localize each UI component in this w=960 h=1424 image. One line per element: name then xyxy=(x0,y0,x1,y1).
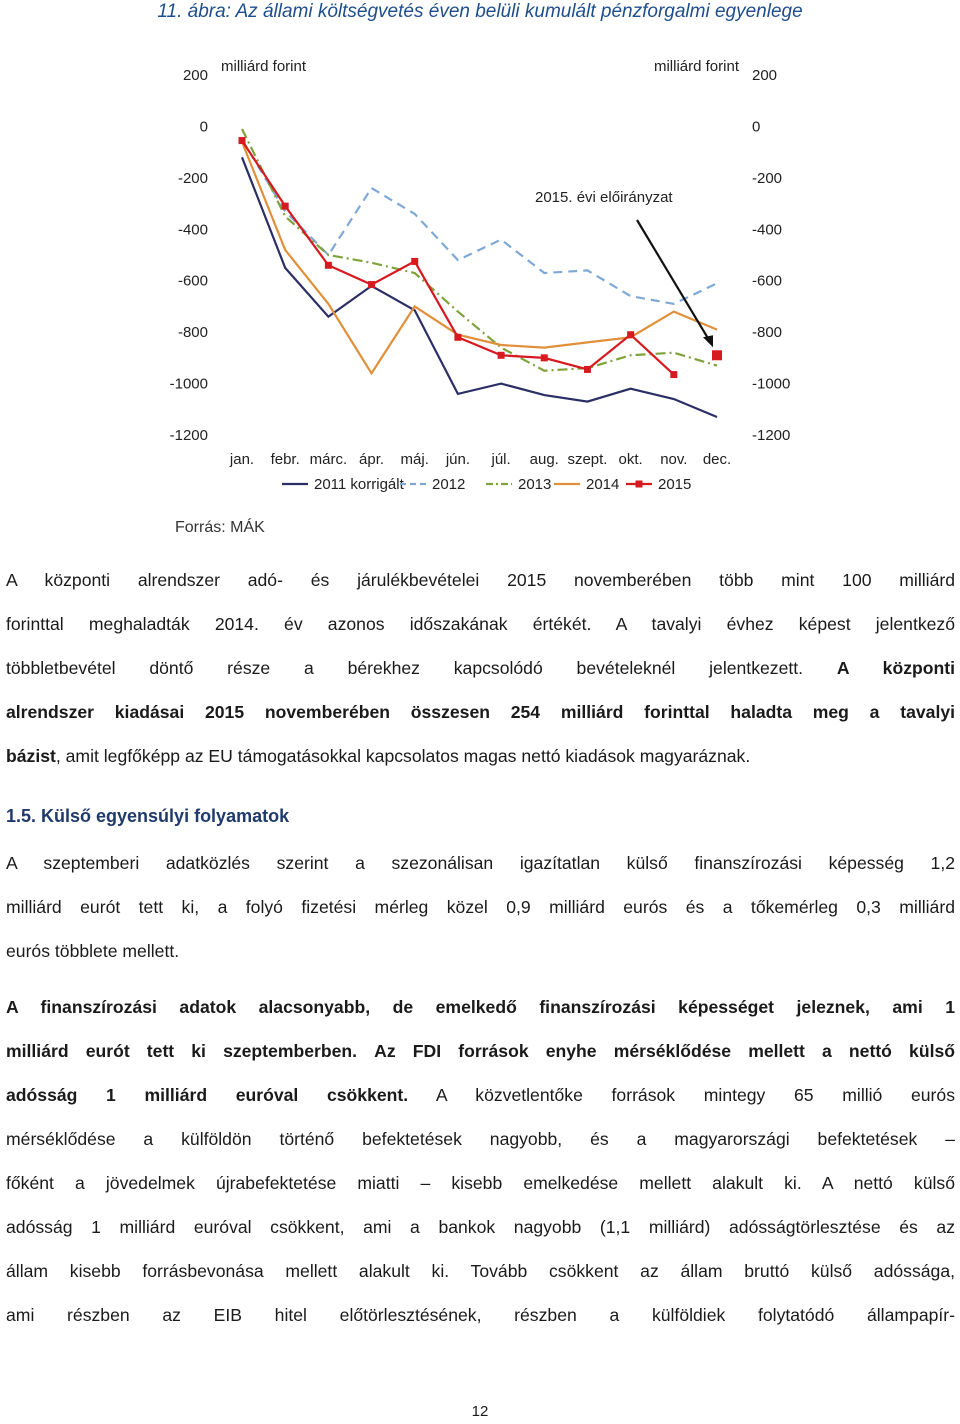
bold-text-line: A finanszírozási adatok alacsonyabb, de emelkedő finanszírozási képességet jeleznek, ami 1 xyxy=(6,997,955,1017)
y-tick-right: -200 xyxy=(752,169,783,187)
x-tick-label: jan. xyxy=(229,451,255,468)
paragraph-external-balance xyxy=(6,841,955,973)
y-tick-right: -800 xyxy=(752,324,783,342)
text-line: A szeptemberi adatközlés szerint a szezonálisan igazítatlan külső finanszírozási képesség 1,2 xyxy=(6,853,955,873)
text-line: állam kisebb forrásbevonása mellett alakult ki. Tovább csökkent az állam bruttó külső adóssága, xyxy=(6,1261,955,1281)
y-tick-left: 0 xyxy=(199,118,208,136)
text-span: , amit legfőképp az EU támogatásokkal kapcsolatos magas nettó kiadások magyaráznak. xyxy=(55,746,751,766)
data-point-2015 xyxy=(498,352,505,359)
series-line-2014 xyxy=(242,142,717,373)
legend-label: 2015 xyxy=(658,476,692,493)
text-span: A közvetlentőke források mintegy 65 millió eurós xyxy=(435,1085,955,1105)
legend-label: 2012 xyxy=(432,476,466,493)
text-line xyxy=(6,646,955,690)
paragraph-financing xyxy=(6,985,955,1337)
legend-label: 2011 korrigált xyxy=(314,476,404,493)
data-point-2015 xyxy=(282,203,289,210)
x-tick-label: márc. xyxy=(309,451,348,468)
x-tick-label: jún. xyxy=(445,451,471,468)
text-line xyxy=(6,1073,955,1117)
x-tick-label: máj. xyxy=(400,451,429,468)
figure-caption: 11. ábra: Az állami költségvetés éven belüli kumulált pénzforgalmi egyenlege xyxy=(157,1,803,22)
y-tick-right: -600 xyxy=(752,272,783,290)
data-point-2015 xyxy=(670,371,677,378)
data-point-2015 xyxy=(627,331,634,338)
text-line: milliárd eurót tett ki, a folyó fizetési mérleg közel 0,9 milliárd eurós és a tőkemérleg 0,3 milliárd xyxy=(6,897,955,917)
section-heading: 1.5. Külső egyensúlyi folyamatok xyxy=(6,806,290,826)
legend-label: 2014 xyxy=(586,476,620,493)
data-point-2015 xyxy=(239,137,246,144)
annotation-2015-target: 2015. évi előirányzat xyxy=(535,189,673,206)
y-unit-left: milliárd forint xyxy=(221,58,307,75)
y-tick-left: -600 xyxy=(177,272,208,290)
target-2015-marker xyxy=(712,350,722,360)
text-line: forinttal meghaladták 2014. év azonos időszakának értékét. A tavalyi évhez képest jelentkező xyxy=(6,614,955,634)
bold-text-line: alrendszer kiadásai 2015 novemberében összesen 254 milliárd forinttal haladta meg a tavalyi xyxy=(6,702,955,722)
data-point-2015 xyxy=(411,258,418,265)
text-span: többletbevétel döntő része a bérekhez kapcsolódó bevételeknél jelentkezett. xyxy=(6,658,804,678)
y-tick-left: -1200 xyxy=(169,427,208,444)
bold-text: Az FDI források enyhe mérséklődése mellett a nettó külső xyxy=(374,1041,955,1061)
y-tick-left: -400 xyxy=(177,221,208,239)
text-line: mérséklődése a külföldön történő befektetések nagyobb, és a magyarországi befektetések – xyxy=(6,1129,955,1149)
y-tick-right: -1000 xyxy=(752,375,791,393)
paragraph-budget xyxy=(6,558,955,778)
text-line: adósság 1 milliárd euróval csökkent, ami a bankok nagyobb (1,1 milliárd) adósságtörlesztése és az xyxy=(6,1217,955,1237)
y-unit-right: milliárd forint xyxy=(653,58,739,75)
text-line: ami részben az EIB hitel előtörlesztésének, részben a külföldiek folytatódó állampapír- xyxy=(6,1305,955,1325)
figure-source: Forrás: MÁK xyxy=(175,519,265,536)
series-line-2012 xyxy=(242,139,717,304)
y-tick-left: -1000 xyxy=(169,375,208,393)
x-tick-label: okt. xyxy=(618,451,643,468)
page-number: 12 xyxy=(471,1403,489,1420)
y-tick-left: 200 xyxy=(182,67,208,84)
data-point-2015 xyxy=(325,262,332,269)
bold-text: milliárd eurót tett ki szeptemberben. xyxy=(6,1041,358,1061)
x-tick-label: aug. xyxy=(529,451,559,468)
line-chart xyxy=(0,50,960,510)
text-line: főként a jövedelmek újrabefektetése miatti – kisebb emelkedése mellett alakult ki. A nettó külső xyxy=(6,1173,955,1193)
x-tick-label: ápr. xyxy=(359,451,385,468)
annotation-arrow-shaft xyxy=(637,220,711,343)
text-line: eurós többlete mellett. xyxy=(6,941,180,961)
data-point-2015 xyxy=(584,366,591,373)
text-line xyxy=(6,734,955,778)
bold-text: A központi xyxy=(836,658,955,678)
x-tick-label: dec. xyxy=(702,451,732,468)
x-tick-label: nov. xyxy=(660,451,688,468)
annotation-arrow-head xyxy=(703,335,713,347)
y-tick-right: 200 xyxy=(752,67,778,84)
text-line: A központi alrendszer adó- és járulékbevételei 2015 novemberében több mint 100 milliárd xyxy=(6,570,955,590)
data-point-2015 xyxy=(541,354,548,361)
y-tick-right: -1200 xyxy=(752,427,791,444)
legend-label: 2013 xyxy=(518,476,552,493)
bold-text: bázist xyxy=(6,746,56,766)
y-tick-left: -800 xyxy=(177,324,208,342)
y-tick-right: -400 xyxy=(752,221,783,239)
data-point-2015 xyxy=(454,334,461,341)
data-point-2015 xyxy=(368,281,375,288)
y-tick-right: 0 xyxy=(752,118,761,136)
x-tick-label: júl. xyxy=(491,451,511,468)
bold-text: adósság 1 milliárd euróval csökkent. xyxy=(6,1085,409,1105)
text-line xyxy=(6,1029,955,1073)
legend-marker xyxy=(636,481,643,488)
x-tick-label: febr. xyxy=(270,451,300,468)
y-tick-left: -200 xyxy=(177,169,208,187)
x-tick-label: szept. xyxy=(567,451,608,468)
